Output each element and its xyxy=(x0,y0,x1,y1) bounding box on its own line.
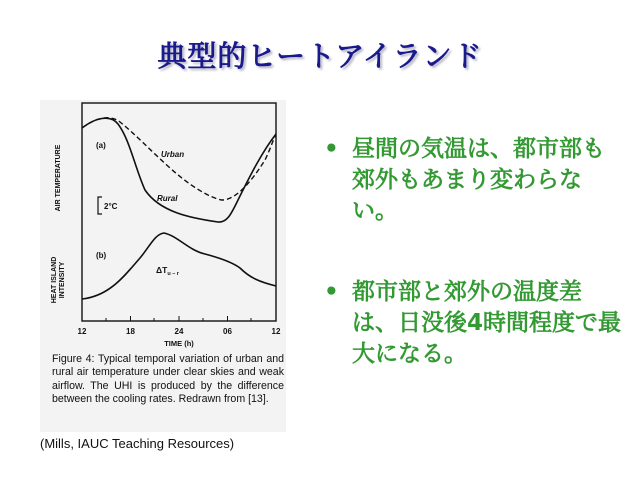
bullet-item xyxy=(322,134,622,227)
x-tick-label: 12 xyxy=(271,327,281,336)
urban-label: Urban xyxy=(161,150,185,159)
panel-b-label: (b) xyxy=(96,251,107,260)
x-axis-label: TIME (h) xyxy=(164,339,194,348)
bullet-item xyxy=(322,277,622,370)
bullet-text: 都市部と郊外の温度差は、日没後4時間程度で最大になる。 xyxy=(352,279,622,367)
rural-label: Rural xyxy=(157,194,178,203)
bullet-list xyxy=(322,134,622,370)
x-tick-label: 12 xyxy=(77,327,87,336)
slide-title: 典型的ヒートアイランド xyxy=(157,39,483,73)
heat-island-curve xyxy=(82,233,276,299)
bullet-marker: • xyxy=(324,279,339,305)
y-label-heat-island-1: HEAT ISLAND xyxy=(51,256,58,304)
x-tick-label: 06 xyxy=(223,327,232,336)
x-ticks xyxy=(82,316,276,321)
scale-bracket xyxy=(98,197,102,214)
source-credit: (Mills, IAUC Teaching Resources) xyxy=(40,436,235,451)
scale-label: 2°C xyxy=(104,202,118,211)
panel-a-label: (a) xyxy=(96,141,106,150)
y-label-air-temperature: AIR TEMPERATURE xyxy=(55,144,62,212)
bullet-text: 昼間の気温は、都市部も郊外もあまり変わらない。 xyxy=(352,136,605,224)
delta-t-label: $\Delta T_{u - r}$ xyxy=(156,265,179,277)
x-tick-label: 18 xyxy=(126,327,135,336)
figure-caption: Figure 4: Typical temporal variation of urban and rural air temperature under clear skies and weak airflow. The UHI is produced by the difference between the cooling rates. Redrawn from [13]. xyxy=(52,353,284,405)
x-tick-label: 24 xyxy=(174,327,184,336)
y-label-heat-island-2: INTENSITY xyxy=(59,261,66,299)
bullet-marker: • xyxy=(324,136,339,162)
